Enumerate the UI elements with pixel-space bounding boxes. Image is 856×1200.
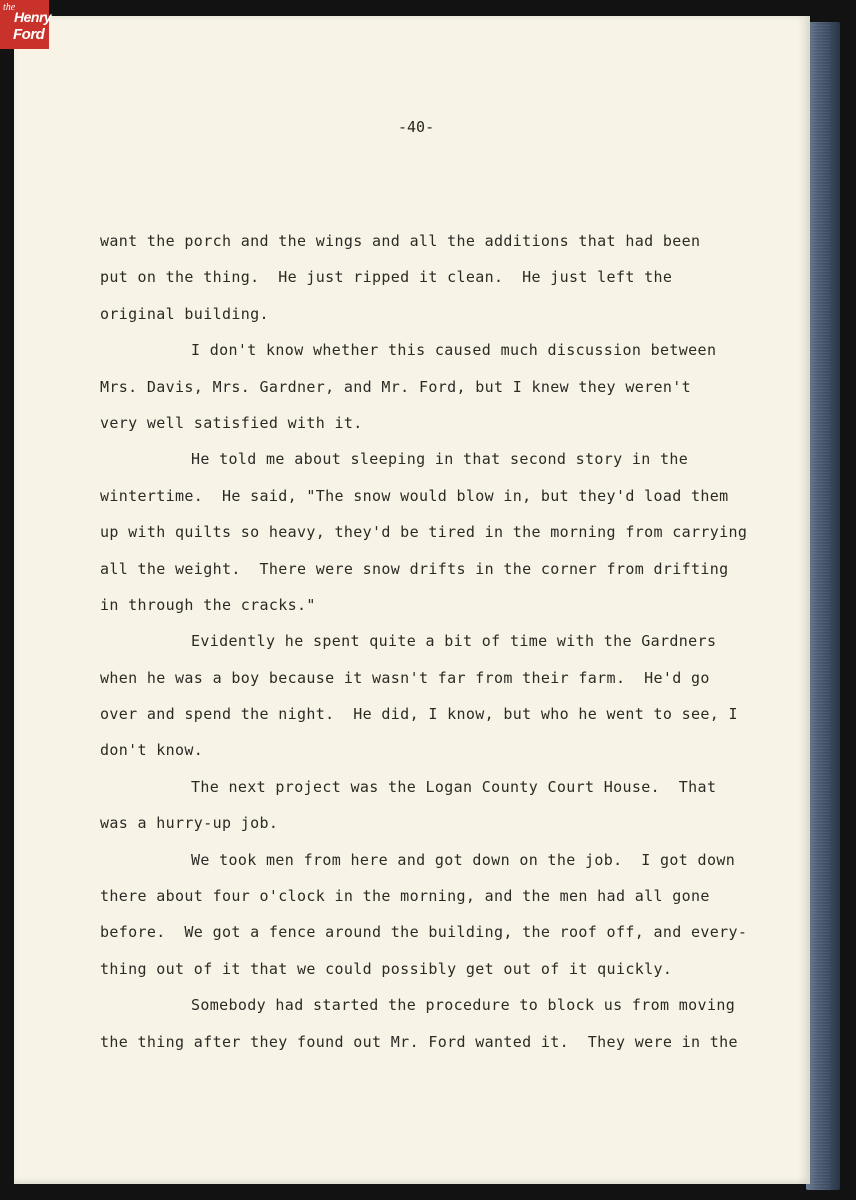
text-line: thing out of it that we could possibly get out of it quickly.: [100, 959, 673, 978]
text-line: in through the cracks.": [100, 595, 316, 614]
text-line: We took men from here and got down on the job. I got down: [191, 850, 736, 869]
logo-the: the: [3, 2, 16, 13]
text-line: up with quilts so heavy, they'd be tired in the morning from carrying: [100, 523, 748, 542]
text-line: when he was a boy because it wasn't far from their farm. He'd go: [100, 668, 710, 687]
text-line: there about four o'clock in the morning, and the men had all gone: [100, 887, 710, 906]
henry-ford-logo: [0, 0, 52, 49]
page-number: -40-: [398, 118, 435, 136]
body-text: [100, 223, 748, 1060]
text-line: I don't know whether this caused much discussion between: [191, 341, 717, 360]
text-line: all the weight. There were snow drifts in the corner from drifting: [100, 559, 729, 578]
text-line: The next project was the Logan County Court House. That: [191, 777, 717, 796]
text-line: Evidently he spent quite a bit of time with the Gardners: [191, 632, 717, 651]
text-line: the thing after they found out Mr. Ford wanted it. They were in the: [100, 1032, 738, 1051]
book-binding: [806, 22, 840, 1190]
text-line: over and spend the night. He did, I know, but who he went to see, I: [100, 705, 738, 724]
logo-henry: Henry: [14, 9, 52, 25]
text-line: very well satisfied with it.: [100, 413, 363, 432]
text-line: original building.: [100, 304, 269, 323]
text-line: Mrs. Davis, Mrs. Gardner, and Mr. Ford, but I knew they weren't: [100, 377, 691, 396]
logo-ford: Ford: [13, 26, 45, 43]
text-line: put on the thing. He just ripped it clean. He just left the: [100, 268, 673, 287]
text-line: want the porch and the wings and all the additions that had been: [100, 232, 701, 250]
text-line: was a hurry-up job.: [100, 814, 279, 833]
text-line: wintertime. He said, "The snow would blow in, but they'd load them: [100, 486, 729, 505]
text-line: Somebody had started the procedure to block us from moving: [191, 996, 736, 1015]
document-page: [14, 16, 810, 1184]
text-line: He told me about sleeping in that second story in the: [191, 450, 689, 469]
text-line: don't know.: [100, 741, 204, 760]
text-line: before. We got a fence around the building, the roof off, and every-: [100, 923, 748, 942]
